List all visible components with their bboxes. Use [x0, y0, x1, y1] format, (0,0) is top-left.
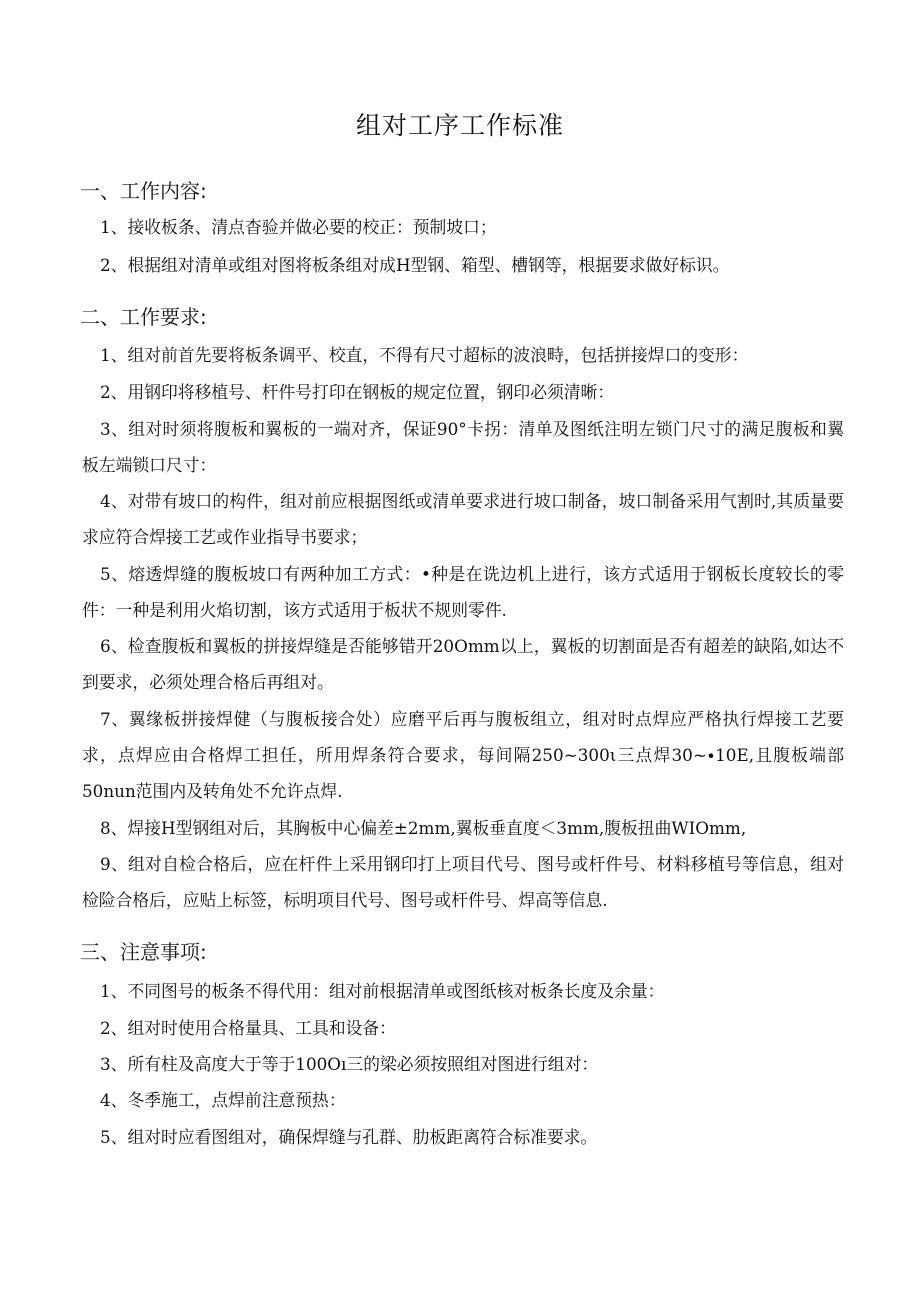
section-heading-precautions: 三、注意事项:: [80, 940, 207, 964]
work-requirement-item-7: 7、翼缘板拼接焊健（与腹板接合处）应磨平后再与腹板组立，组对时点焊应严格执行焊接工艺要求，点焊应由合格焊工担任，所用焊条符合要求，每间隔250~300ι三点焊30~∙10E,且腹板端部50nun范围内及转角处不允许点焊.: [82, 709, 844, 801]
precaution-item-3: 3、所有柱及高度大于等于100Oı三的梁必须按照组对图进行组对：: [100, 1054, 599, 1074]
work-requirement-item-3: 3、组对时须将腹板和翼板的一端对齐，保证90°卡拐：清单及图纸注明左锁门尺寸的满足腹板和翼板左端锁口尺寸：: [82, 419, 844, 475]
work-requirement-item-8: 8、焊接H型钢组对后，其胸板中心偏差±2mm,翼板垂直度＜3mm,腹板扭曲WIOmm,: [100, 818, 747, 838]
work-requirement-item-4: 4、对带有坡口的构件，组对前应根据图纸或清单要求进行坡口制备，坡口制备采用气割时,其质量要求应符合焊接工艺或作业指导书要求；: [82, 491, 844, 547]
precaution-item-1: 1、不同图号的板条不得代用：组对前根据清单或图纸核对板条长度及余量：: [100, 981, 665, 1001]
work-requirement-item-2: 2、用钢印将移植号、杆件号打印在钢板的规定位置，钢印必须清晰：: [100, 382, 615, 402]
precaution-item-5: 5、组对时应看图组对，确保焊缝与孔群、肋板距离符合标准要求。: [100, 1127, 598, 1147]
work-requirement-item-9: 9、组对自检合格后，应在杆件上采用钢印打上项目代号、图号或杆件号、材料移植号等信息，组对检险合格后，应贴上标签，标明项目代号、图号或杆件号、焊高等信息.: [82, 854, 844, 910]
section-heading-work-requirements: 二、工作要求:: [80, 305, 207, 329]
document-title: 组对工序工作标准: [355, 111, 564, 140]
section-heading-work-content: 一、工作内容:: [80, 179, 207, 203]
precaution-item-4: 4、冬季施工，点焊前注意预热：: [100, 1090, 346, 1110]
work-content-item-2: 2、根据组对清单或组对图将板条组对成H型钢、箱型、槽钢等，根据要求做好标识。: [100, 255, 730, 275]
work-content-item-1: 1、接收板条、清点杳验并做必要的校正：预制坡口；: [100, 217, 497, 237]
precaution-item-2: 2、组对时使用合格量具、工具和设备：: [100, 1018, 396, 1038]
work-requirement-item-6: 6、检查腹板和翼板的拼接焊缝是否能够错开20Omm以上，翼板的切割面是否有超差的缺陷,如达不到要求，必须处理合格后再组对。: [82, 636, 844, 692]
work-requirement-item-5: 5、熔透焊缝的腹板坡口有两种加工方式：•种是在诜边机上进行，该方式适用于钢板长度较长的零件：一种是利用火焰切割，该方式适用于板状不规则零件.: [82, 564, 844, 620]
work-requirement-item-1: 1、组对前首先要将板条调平、校直，不得有尺寸超标的波浪畤，包括拼接焊口的变形：: [100, 345, 749, 365]
